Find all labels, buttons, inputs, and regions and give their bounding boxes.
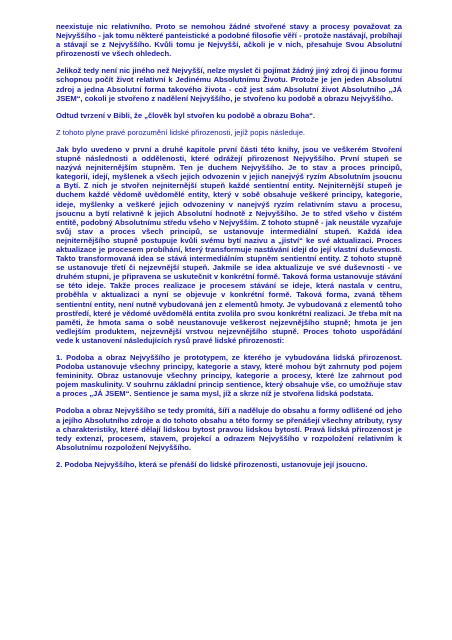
paragraph: 1. Podoba a obraz Nejvyššího je prototypem, ze kterého je vybudována lidská přirozenost. Podoba ustanovuje všechny principy, kategorie a stavy, které mohou být zahrnuty pod pojem femininity. Obraz ustanovuje všechny principy, kategorie a procesy, které lze zahrnout pod pojem maskulinity. V souhrnu základní princip sentience, který obsahuje vše, co umožňuje stav a proces „JÁ JSEM“. Sentience je sama mysl, jíž a skrze níž je stvořena lidská podstata. <box>56 353 402 399</box>
paragraph: 2. Podoba Nejvyššího, která se přenáší do lidské přirozenosti, ustanovuje její jsoucno. <box>56 459 368 469</box>
document-page <box>56 22 402 477</box>
paragraph: Jak bylo uvedeno v první a druhé kapitole první části této knihy, jsou ve veškerém Stvoření stupně následnosti a oddělenosti, které odrážejí přirozenost Nejvyššího. První stupeň se nazývá nejniternějším stupněm. Ten je duchem Nejvyššího. Je to stav a proces principů, kategorií, idejí, myšlenek a všech jejich odvozenin v jejich nanejvýš ryzím Absolutním jsoucnu a Bytí. Z nich je stvořen nejniternější stupeň každé sentientní entity. Nejniternější stupeň je duchem každé vědomě uvědomělé entity, který v sobě obsahuje veškeré principy, kategorie, ideje, myšlenky a veškeré jejich odvozeniny v nanejvýš ryzím relativním stavu a procesu, jsoucnu a bytí relativně k jejich Absolutní hodnotě z Nejvyššího. Je to střed všeho v čistém entitě, podobný Absolutnímu středu všeho v Nejvyšším. Z tohoto stupně - jak neustále vyzařuje svůj stav a proces všech principů, se ustanovuje intermediální stupeň. Každá idea nejniternějšího stupně postupuje kvůli svému bytí nazivu a „jiství“ ke své aktualizaci. Proces aktualizace je procesem probíhání, který transformuje nastávání idejí do její vlastní duševnosti. Takto transformovaná idea se stává intermediálním stupněm sentientní entity. Z tohoto stupně se ustanovuje třetí či nejzevnější stupeň. Jakmile se idea aktualizuje ve své duševnosti - ve druhém stupni, je připravena se uskutečnit v konkrétní formě. Taková forma ustanovuje stávání se této ideje. Takže proces realizace je procesem stávání se ideje, která nastala v centru, proběhla v aktualizaci a nyní se objevuje v konkrétní formě. Taková forma, zvaná těhem sentientní entity, není nutně vybudovaná jen z elementů hmoty. Je vybudovaná z elementů toho prostředí, které je vědomé uvědomělá entita zvolila pro svou konkrétní realizaci. Je třeba mít na paměti, že hmota sama o sobě neustanovuje veškerost nejzevnějšího stupně; hmota je jen vedlejším produktem, nejzevnější vrstvou nejzevnějšího stupně. Proces tohoto uspořádání vede k ustanovení následujících rysů pravé lidské přirozenosti: <box>56 144 402 345</box>
paragraph: Z tohoto plyne pravé porozumění lidské přirozenosti, jejíž popis následuje. <box>56 127 306 137</box>
paragraph: Podoba a obraz Nejvyššího se tedy promítá, šíří a naděluje do obsahu a formy odlišené od jeho a jejího Absolutního zdroje a do tohoto obsahu a této formy se přenášejí všechny atributy, rysy a charakteristiky, které dělají lidskou bytost pravou lidskou bytostí. Pravá lidská přirozenost je tedy extenzí, procesem, stavem, projekcí a odrazem Nejvyššího v rozpoložení relativním k Absolutnímu rozpoložení Nejvyššího. <box>56 406 402 452</box>
paragraph: neexistuje nic relativního. Proto se nemohou žádné stvořené stavy a procesy považovat za Nejvyššího - jak tomu některé panteistické a podobné filosofie věří - protože nastávají, probíhají a stávají se z Nejvyššího. Kvůli tomu je Nejvyšší, ačkoli je v nich, přesahuje Svou Absolutní přirozeností ve všech ohledech. <box>56 22 402 59</box>
paragraph: Jelikož tedy není nic jiného než Nejvyšší, nelze myslet či pojímat žádný jiný zdroj či jinou formu schopnou počít život relativní k Jedinému Absolutnímu Životu. Protože je jen jeden Absolutní zdroj a jedna Absolutní forma takového života - což jest sám Absolutní život Absolutního „JÁ JSEM“, cokoli je stvořeno z nadělení Nejvyššího, je stvořeno ku podobě a obrazu Nejvyššího. <box>56 66 402 103</box>
paragraph: Odtud tvrzení v Bibli, že „člověk byl stvořen ku podobě a obrazu Boha“. <box>56 110 316 120</box>
